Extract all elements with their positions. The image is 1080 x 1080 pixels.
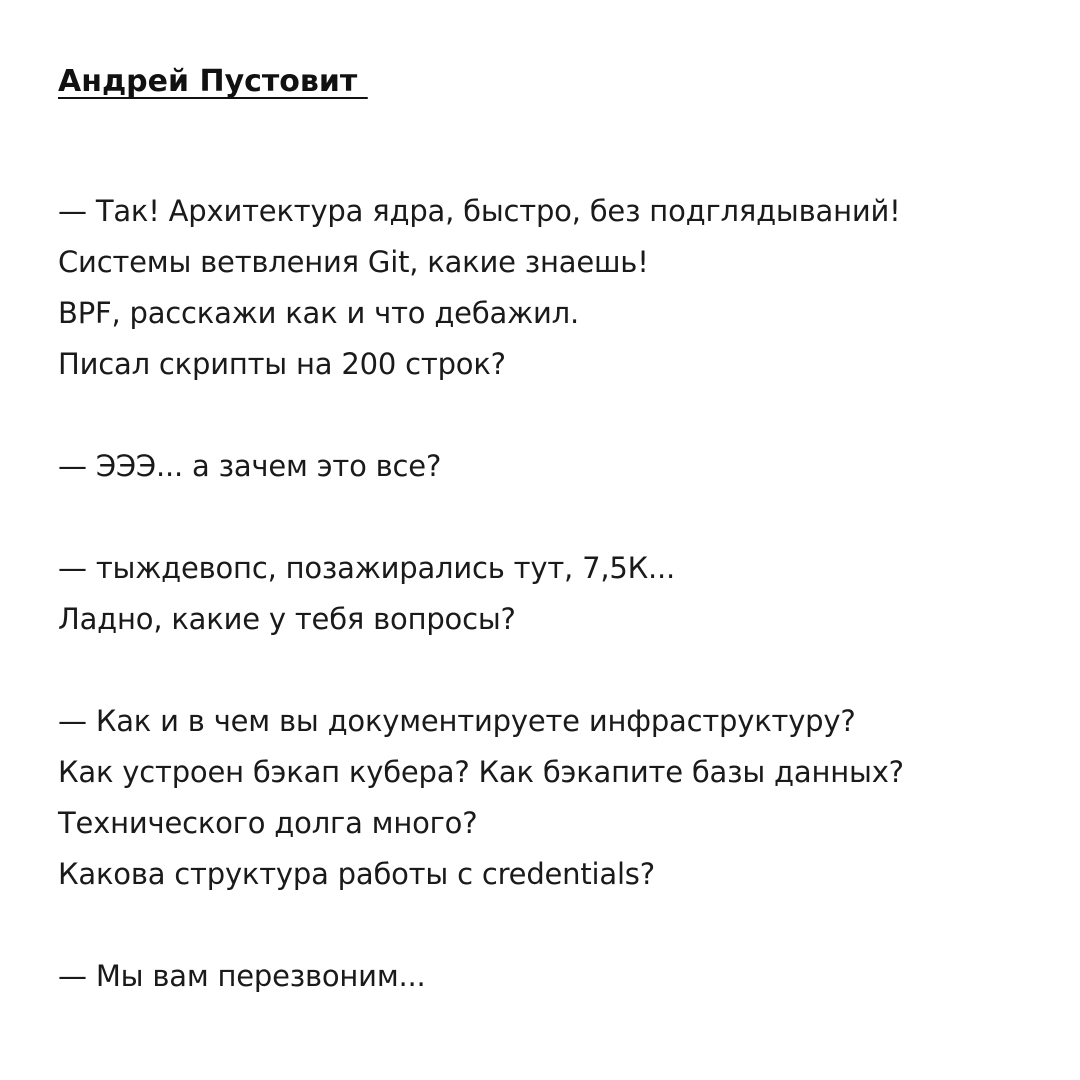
dialogue-line: — ЭЭЭ... а зачем это все? [58,449,442,483]
dialogue-line: BPF, расскажи как и что дебажил. [58,296,579,330]
author-name: Андрей Пустовит [58,64,368,99]
blank-line [58,900,1048,951]
blank-line [58,390,1048,441]
dialogue-line: Технического долга много? [58,806,478,840]
dialogue-line: — Так! Архитектура ядра, быстро, без подглядываний! [58,194,901,228]
dialogue-line: Системы ветвления Git, какие знаешь! [58,245,649,279]
dialogue-text [58,186,1048,1002]
dialogue-line: — тыждевопс, позажирались тут, 7,5К... [58,551,676,585]
dialogue-line: Ладно, какие у тебя вопросы? [58,602,516,636]
dialogue-line: Писал скрипты на 200 строк? [58,347,506,381]
dialogue-line: — Как и в чем вы документируете инфраструктуру? [58,704,856,738]
dialogue-line: Как устроен бэкап кубера? Как бэкапите базы данных? [58,755,904,789]
blank-line [58,492,1048,543]
dialogue-line: Какова структура работы с credentials? [58,857,655,891]
blank-line [58,645,1048,696]
dialogue-line: — Мы вам перезвоним... [58,959,426,993]
